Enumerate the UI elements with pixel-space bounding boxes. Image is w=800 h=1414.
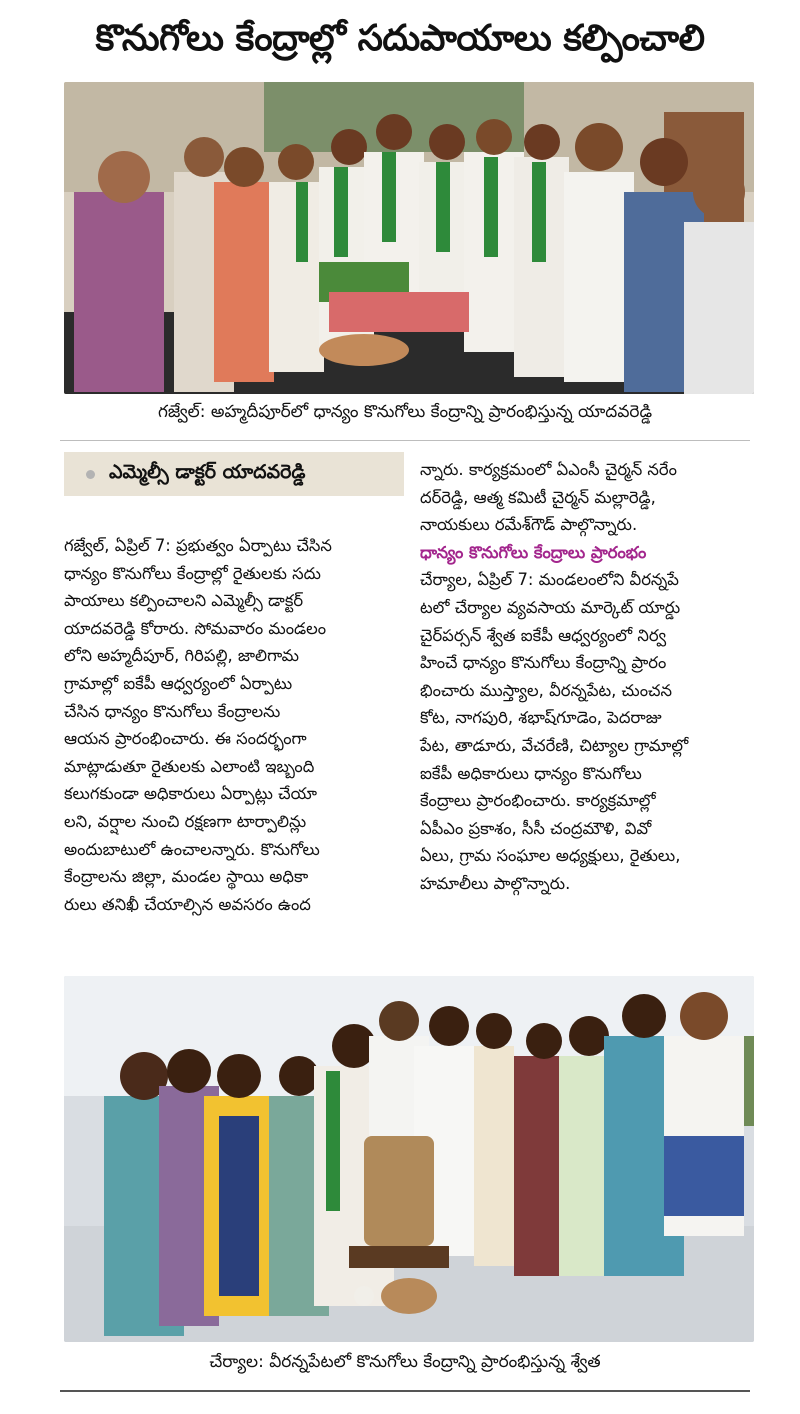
right-line: చైర్‌పర్సన్ శ్వేత ఐకేపీ ఆధ్వర్యంలో నిర్వ [420, 625, 667, 645]
right-line: కేంద్రాలు ప్రారంభించారు. కార్యక్రమాల్లో [420, 791, 656, 811]
left-line: యాదవరెడ్డి కోరారు. సోమవారం మండలం [64, 618, 327, 638]
left-line: చేసిన ధాన్యం కొనుగోలు కేంద్రాలను [64, 701, 281, 721]
left-column [64, 532, 404, 918]
left-line: అందుబాటులో ఉంచాలన్నారు. కొనుగోలు [64, 839, 320, 859]
left-line: గ్రామాల్లో ఐకేపీ ఆధ్వర్యంలో ఏర్పాటు [64, 673, 293, 693]
left-line: మాట్లాడుతూ రైతులకు ఎలాంటి ఇబ్బంది [64, 756, 315, 776]
subhead: ధాన్యం కొనుగోలు కేంద్రాలు ప్రారంభం [420, 542, 647, 562]
left-line: ఆయన ప్రారంభించారు. ఈ సందర్భంగా [64, 729, 307, 749]
right-line: భించారు ముస్త్యాల, వీరన్నపేట, చుంచన [420, 680, 672, 700]
photo-inauguration-cheryal [64, 976, 754, 1342]
bottom-divider [60, 1390, 750, 1392]
left-line: పాయాలు కల్పించాలని ఎమ్మెల్సీ డాక్టర్ [64, 591, 304, 611]
right-line: నాయకులు రమేశ్‌గౌడ్ పాల్గొన్నారు. [420, 515, 638, 535]
photo2-caption: చేర్యాల: వీరన్నపేటలో కొనుగోలు కేంద్రాన్ని ప్రారంభిస్తున్న శ్వేత [209, 1352, 601, 1372]
right-line: న్నారు. కార్యక్రమంలో ఏఎంసీ చైర్మన్ నరేం [420, 460, 677, 479]
right-line: దర్‌రెడ్డి, ఆత్మ కమిటీ చైర్మన్ మల్లారెడ్డి, [420, 487, 656, 507]
right-line: ఐకేపీ అధికారులు ధాన్యం కొనుగోలు [420, 763, 642, 783]
right-line: టలో చేర్యాల వ్యవసాయ మార్కెట్ యార్డు [420, 597, 681, 617]
right-line: చేర్యాల, ఏప్రిల్ 7: మండలంలోని వీరన్నపే [420, 570, 679, 590]
left-line: లోని అహ్మదీపూర్, గిరిపల్లి, జాలిగామ [64, 646, 299, 666]
headline: కొనుగోలు కేంద్రాల్లో సదుపాయాలు కల్పించాలి [95, 18, 705, 59]
left-line: కలుగకుండా అధికారులు ఏర్పాట్లు చేయా [64, 784, 317, 804]
left-line: కేంద్రాలను జిల్లా, మండల స్థాయి అధికా [64, 867, 309, 887]
right-line: హించే ధాన్యం కొనుగోలు కేంద్రాన్ని ప్రారం [420, 653, 667, 673]
left-line: గజ్వేల్, ఏప్రిల్ 7: ప్రభుత్వం ఏర్పాటు చేసిన [64, 536, 332, 555]
caption-divider [60, 440, 750, 441]
right-line: హమాలీలు పాల్గొన్నారు. [420, 873, 571, 893]
right-line: ఏపీఎం ప్రకాశం, సీసీ చంద్రమౌళి, వివో [420, 818, 652, 838]
right-line: కోట, నాగపురి, శభాష్‌గూడెం, పెదరాజు [420, 708, 662, 728]
byline: ఎమ్మెల్సీ డాక్టర్ యాదవరెడ్డి [109, 460, 306, 483]
right-line: ఏలు, గ్రామ సంఘాల అధ్యక్షులు, రైతులు, [420, 846, 681, 866]
photo1-caption: గజ్వేల్: అహ్మదీపూర్‌లో ధాన్యం కొనుగోలు కేంద్రాన్ని ప్రారంభిస్తున్న యాదవరెడ్డి [157, 402, 653, 422]
left-line: ధాన్యం కొనుగోలు కేంద్రాల్లో రైతులకు సదు [64, 563, 321, 583]
left-line: రులు తనిఖీ చేయాల్సిన అవసరం ఉంద [64, 894, 311, 914]
right-column [420, 456, 754, 898]
photo-inauguration-gajwel [64, 82, 754, 394]
byline-box [64, 452, 404, 496]
right-line: పేట, తాడూరు, వేచరేణి, చిట్యాల గ్రామాల్లో [420, 735, 689, 755]
bullet-icon [86, 470, 95, 479]
left-line: లని, వర్షాల నుంచి రక్షణగా టార్పాలిన్లు [64, 811, 307, 831]
